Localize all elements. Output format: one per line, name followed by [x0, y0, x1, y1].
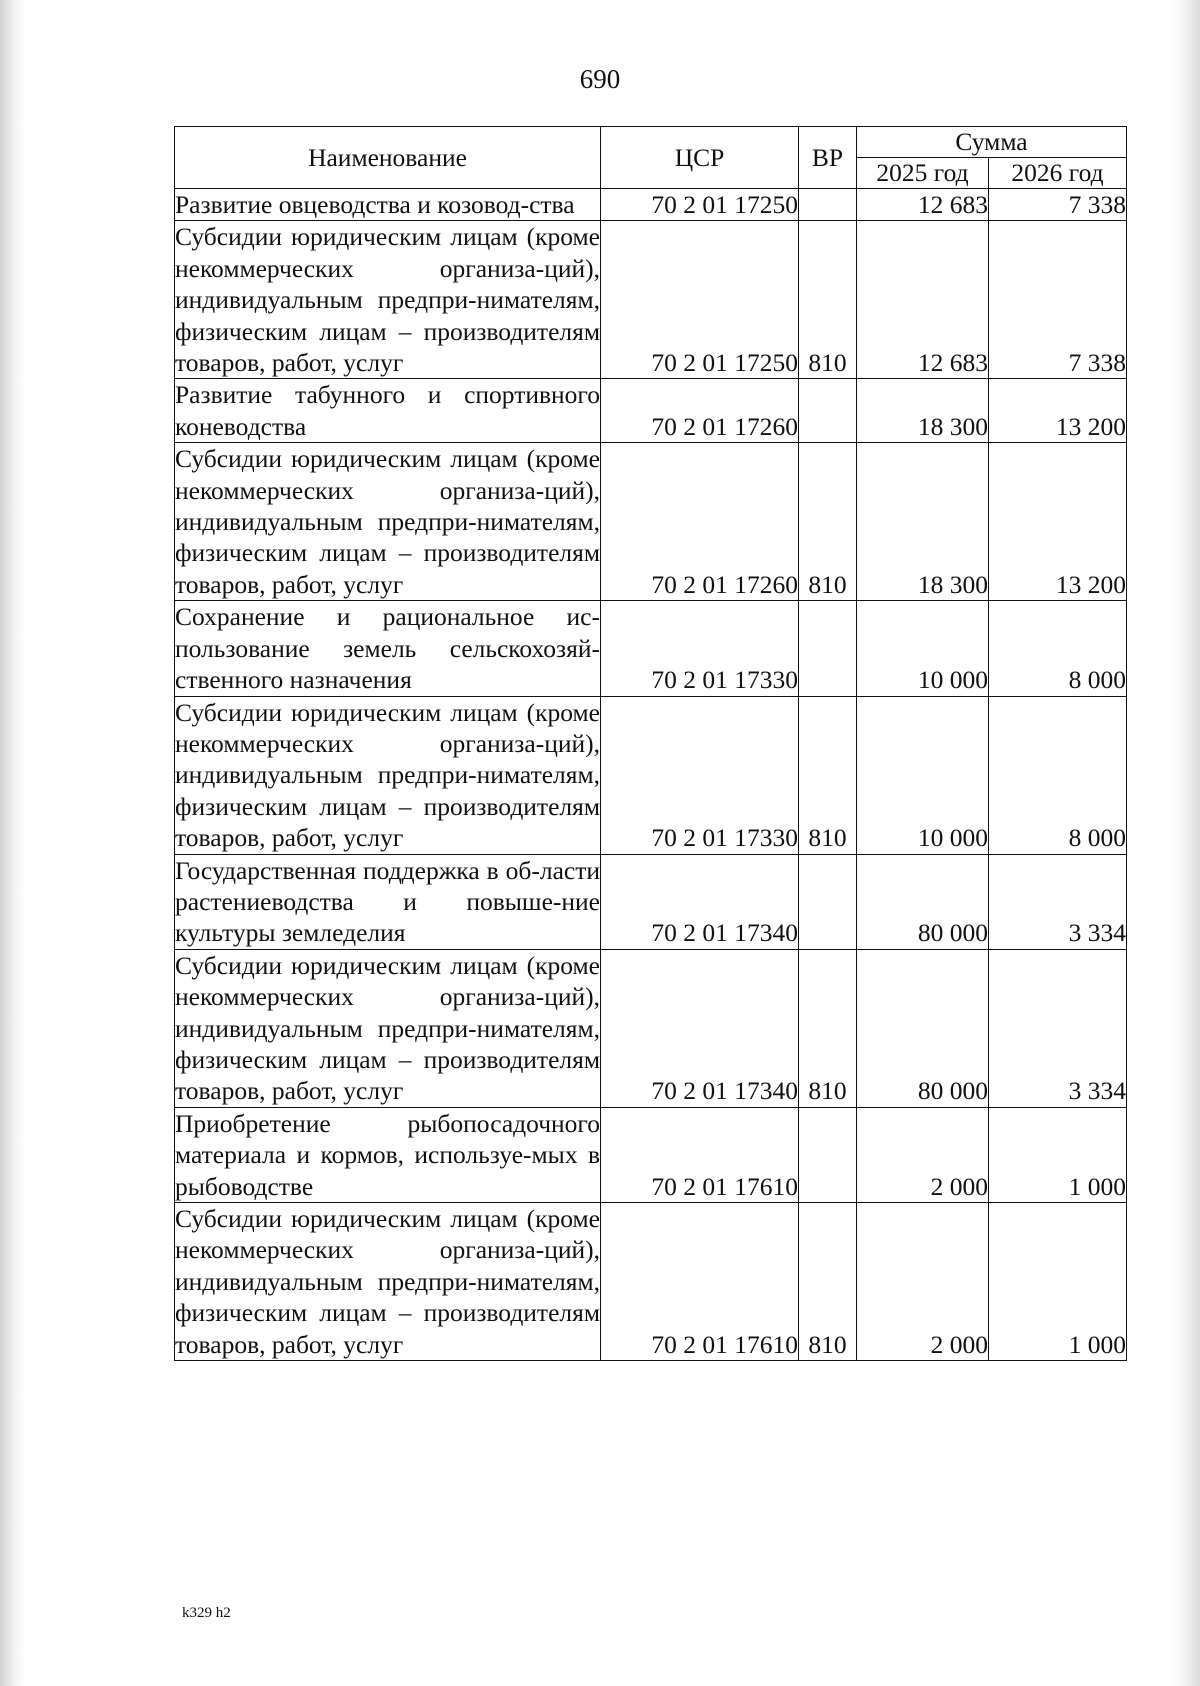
table-row: [175, 854, 1127, 949]
cell-vr: [799, 189, 857, 221]
cell-name: Субсидии юридическим лицам (кроме некоммерческих организа-ций), индивидуальным предпри-нимателям, физическим лицам – производителям товаров, работ, услуг: [175, 950, 600, 1106]
cell-sum-2026: 13 200: [989, 379, 1127, 443]
cell-csr: 70 2 01 17260: [601, 379, 799, 443]
cell-sum-2026: 8 000: [989, 696, 1127, 854]
cell-sum-2026: 1 000: [989, 1203, 1127, 1361]
header-csr: ЦСР: [601, 127, 799, 189]
cell-csr: 70 2 01 17260: [601, 443, 799, 601]
cell-vr: 810: [799, 696, 857, 854]
cell-sum-2026: 3 334: [989, 854, 1127, 949]
cell-csr: 70 2 01 17250: [601, 221, 799, 379]
table-row: [175, 601, 1127, 696]
cell-name: Развитие овцеводства и козовод-ства: [175, 189, 601, 221]
cell-sum-2025: 10 000: [857, 696, 989, 854]
table-row: [175, 696, 1127, 854]
table-body: [175, 189, 1127, 1361]
cell-sum-2026: 7 338: [989, 189, 1127, 221]
cell-vr: 810: [799, 1203, 857, 1361]
cell-vr: 810: [799, 443, 857, 601]
cell-sum-2026: 13 200: [989, 443, 1127, 601]
table-row: [175, 379, 1127, 443]
cell-sum-2025: 80 000: [857, 854, 989, 949]
cell-vr: 810: [799, 949, 857, 1107]
cell-name: Субсидии юридическим лицам (кроме некоммерческих организа-ций), индивидуальным предпри-нимателям, физическим лицам – производителям товаров, работ, услуг: [175, 444, 600, 599]
cell-sum-2025: 18 300: [857, 379, 989, 443]
scan-edge-shadow-left: [0, 0, 26, 1686]
table-row: [175, 949, 1127, 1107]
cell-vr: [799, 1107, 857, 1202]
cell-name: Субсидии юридическим лицам (кроме некоммерческих организа-ций), индивидуальным предпри-нимателям, физическим лицам – производителям товаров, работ, услуг: [175, 1204, 600, 1359]
cell-sum-2025: 12 683: [857, 221, 989, 379]
table-header: [175, 127, 1127, 189]
cell-sum-2026: 8 000: [989, 601, 1127, 696]
table-row: [175, 1107, 1127, 1202]
header-vr: ВР: [799, 127, 857, 189]
cell-sum-2025: 2 000: [857, 1107, 989, 1202]
table-row: [175, 189, 1127, 221]
cell-csr: 70 2 01 17340: [601, 949, 799, 1107]
cell-csr: 70 2 01 17610: [601, 1107, 799, 1202]
footer-code: k329 h2: [182, 1605, 231, 1621]
cell-sum-2025: 18 300: [857, 443, 989, 601]
header-sum: Сумма: [857, 127, 1127, 158]
cell-vr: [799, 601, 857, 696]
cell-sum-2026: 7 338: [989, 221, 1127, 379]
cell-vr: 810: [799, 221, 857, 379]
table-row: [175, 1203, 1127, 1361]
scan-edge-shadow-right: [1170, 0, 1200, 1686]
cell-name: Сохранение и рациональное ис-пользование земель сельскохозяй-ственного назначения: [175, 602, 600, 695]
page-number: 690: [579, 64, 621, 94]
cell-sum-2026: 1 000: [989, 1107, 1127, 1202]
cell-sum-2026: 3 334: [989, 949, 1127, 1107]
cell-csr: 70 2 01 17250: [601, 189, 799, 221]
table-row: [175, 221, 1127, 379]
cell-csr: 70 2 01 17340: [601, 854, 799, 949]
cell-vr: [799, 854, 857, 949]
cell-name: Субсидии юридическим лицам (кроме некоммерческих организа-ций), индивидуальным предпри-нимателям, физическим лицам – производителям товаров, работ, услуг: [175, 222, 600, 378]
header-year-2025: 2025 год: [857, 158, 989, 189]
cell-sum-2025: 80 000: [857, 949, 989, 1107]
cell-name: Субсидии юридическим лицам (кроме некоммерческих организа-ций), индивидуальным предпри-нимателям, физическим лицам – производителям товаров, работ, услуг: [175, 697, 600, 853]
cell-name: Государственная поддержка в об-ласти растениеводства и повыше-ние культуры земледелия: [175, 855, 600, 948]
cell-name: Развитие табунного и спортивного коневодства: [175, 380, 600, 441]
table-row: [175, 443, 1127, 601]
cell-sum-2025: 10 000: [857, 601, 989, 696]
budget-table: [174, 126, 1127, 1361]
cell-sum-2025: 12 683: [857, 189, 989, 221]
cell-csr: 70 2 01 17330: [601, 696, 799, 854]
cell-vr: [799, 379, 857, 443]
cell-csr: 70 2 01 17330: [601, 601, 799, 696]
cell-sum-2025: 2 000: [857, 1203, 989, 1361]
cell-csr: 70 2 01 17610: [601, 1203, 799, 1361]
cell-name: Приобретение рыбопосадочного материала и кормов, используе-мых в рыбоводстве: [175, 1108, 600, 1201]
header-year-2026: 2026 год: [989, 158, 1127, 189]
header-name: Наименование: [175, 127, 601, 189]
